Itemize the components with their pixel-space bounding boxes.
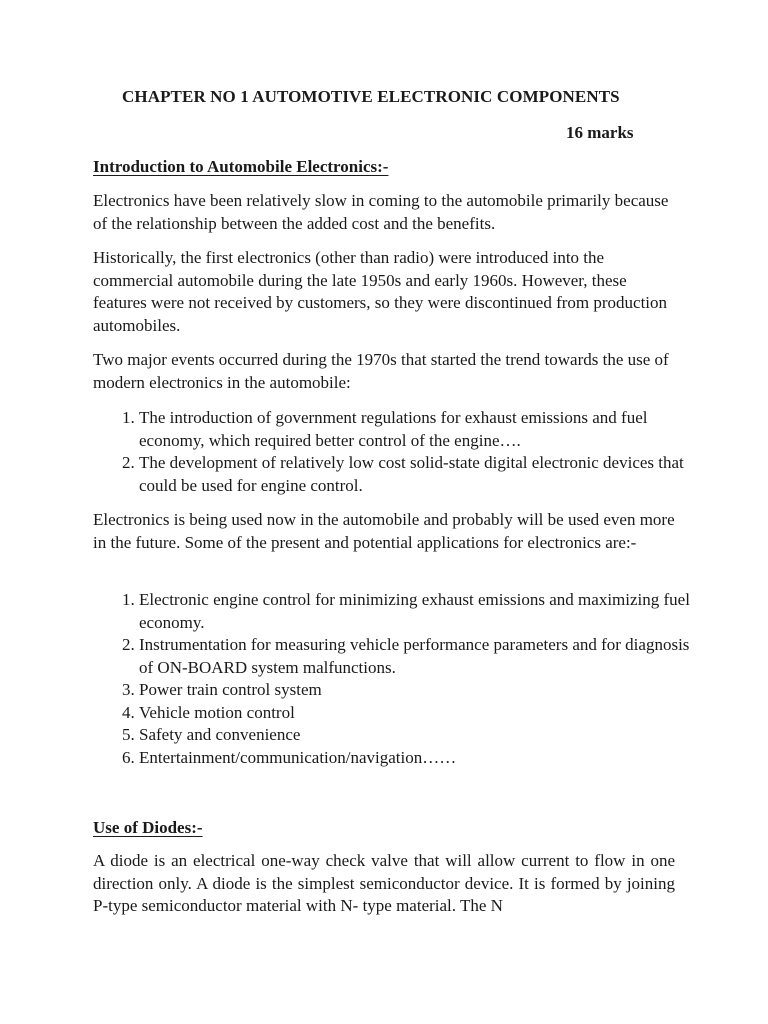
list-item: 1. Electronic engine control for minimizing exhaust emissions and maximizing fuel economy. — [139, 589, 699, 634]
list-item: 1. The introduction of government regulations for exhaust emissions and fuel economy, which required better control of the engine…. — [139, 407, 699, 452]
list-item: 2. Instrumentation for measuring vehicle performance parameters and for diagnosis of ON-BOARD system malfunctions. — [139, 634, 699, 679]
chapter-title: CHAPTER NO 1 AUTOMOTIVE ELECTRONIC COMPONENTS — [122, 87, 620, 106]
list-item: 3. Power train control system — [139, 679, 699, 702]
applications-list — [113, 589, 699, 769]
section-heading-diodes: Use of Diodes:- — [93, 818, 203, 837]
events-list — [113, 407, 699, 497]
intro-paragraph-2: Historically, the first electronics (other than radio) were introduced into the commercial automobile during the late 1950s and early 1960s. However, these features were not received by customers, so they were discontinued from production automobiles. — [93, 248, 668, 335]
intro-paragraph-3: Two major events occurred during the 1970s that started the trend towards the use of modern electronics in the automobile: — [93, 350, 669, 392]
intro-paragraph-4: Electronics is being used now in the automobile and probably will be used even more in the future. Some of the present and potential applications for electronics are:- — [93, 510, 675, 552]
intro-paragraph-1: Electronics have been relatively slow in coming to the automobile primarily because of the relationship between the added cost and the benefits. — [93, 191, 669, 233]
list-item: 2. The development of relatively low cost solid-state digital electronic devices that could be used for engine control. — [139, 452, 699, 497]
list-item: 6. Entertainment/communication/navigation…… — [139, 747, 699, 770]
diodes-paragraph-1: A diode is an electrical one-way check valve that will allow current to flow in one direction only. A diode is the simplest semiconductor device. It is formed by joining P-type semiconductor material with N- type material. The N — [93, 851, 675, 915]
list-item: 5. Safety and convenience — [139, 724, 699, 747]
section-heading-introduction: Introduction to Automobile Electronics:- — [93, 157, 389, 176]
marks-label: 16 marks — [566, 123, 634, 142]
list-item: 4. Vehicle motion control — [139, 702, 699, 725]
